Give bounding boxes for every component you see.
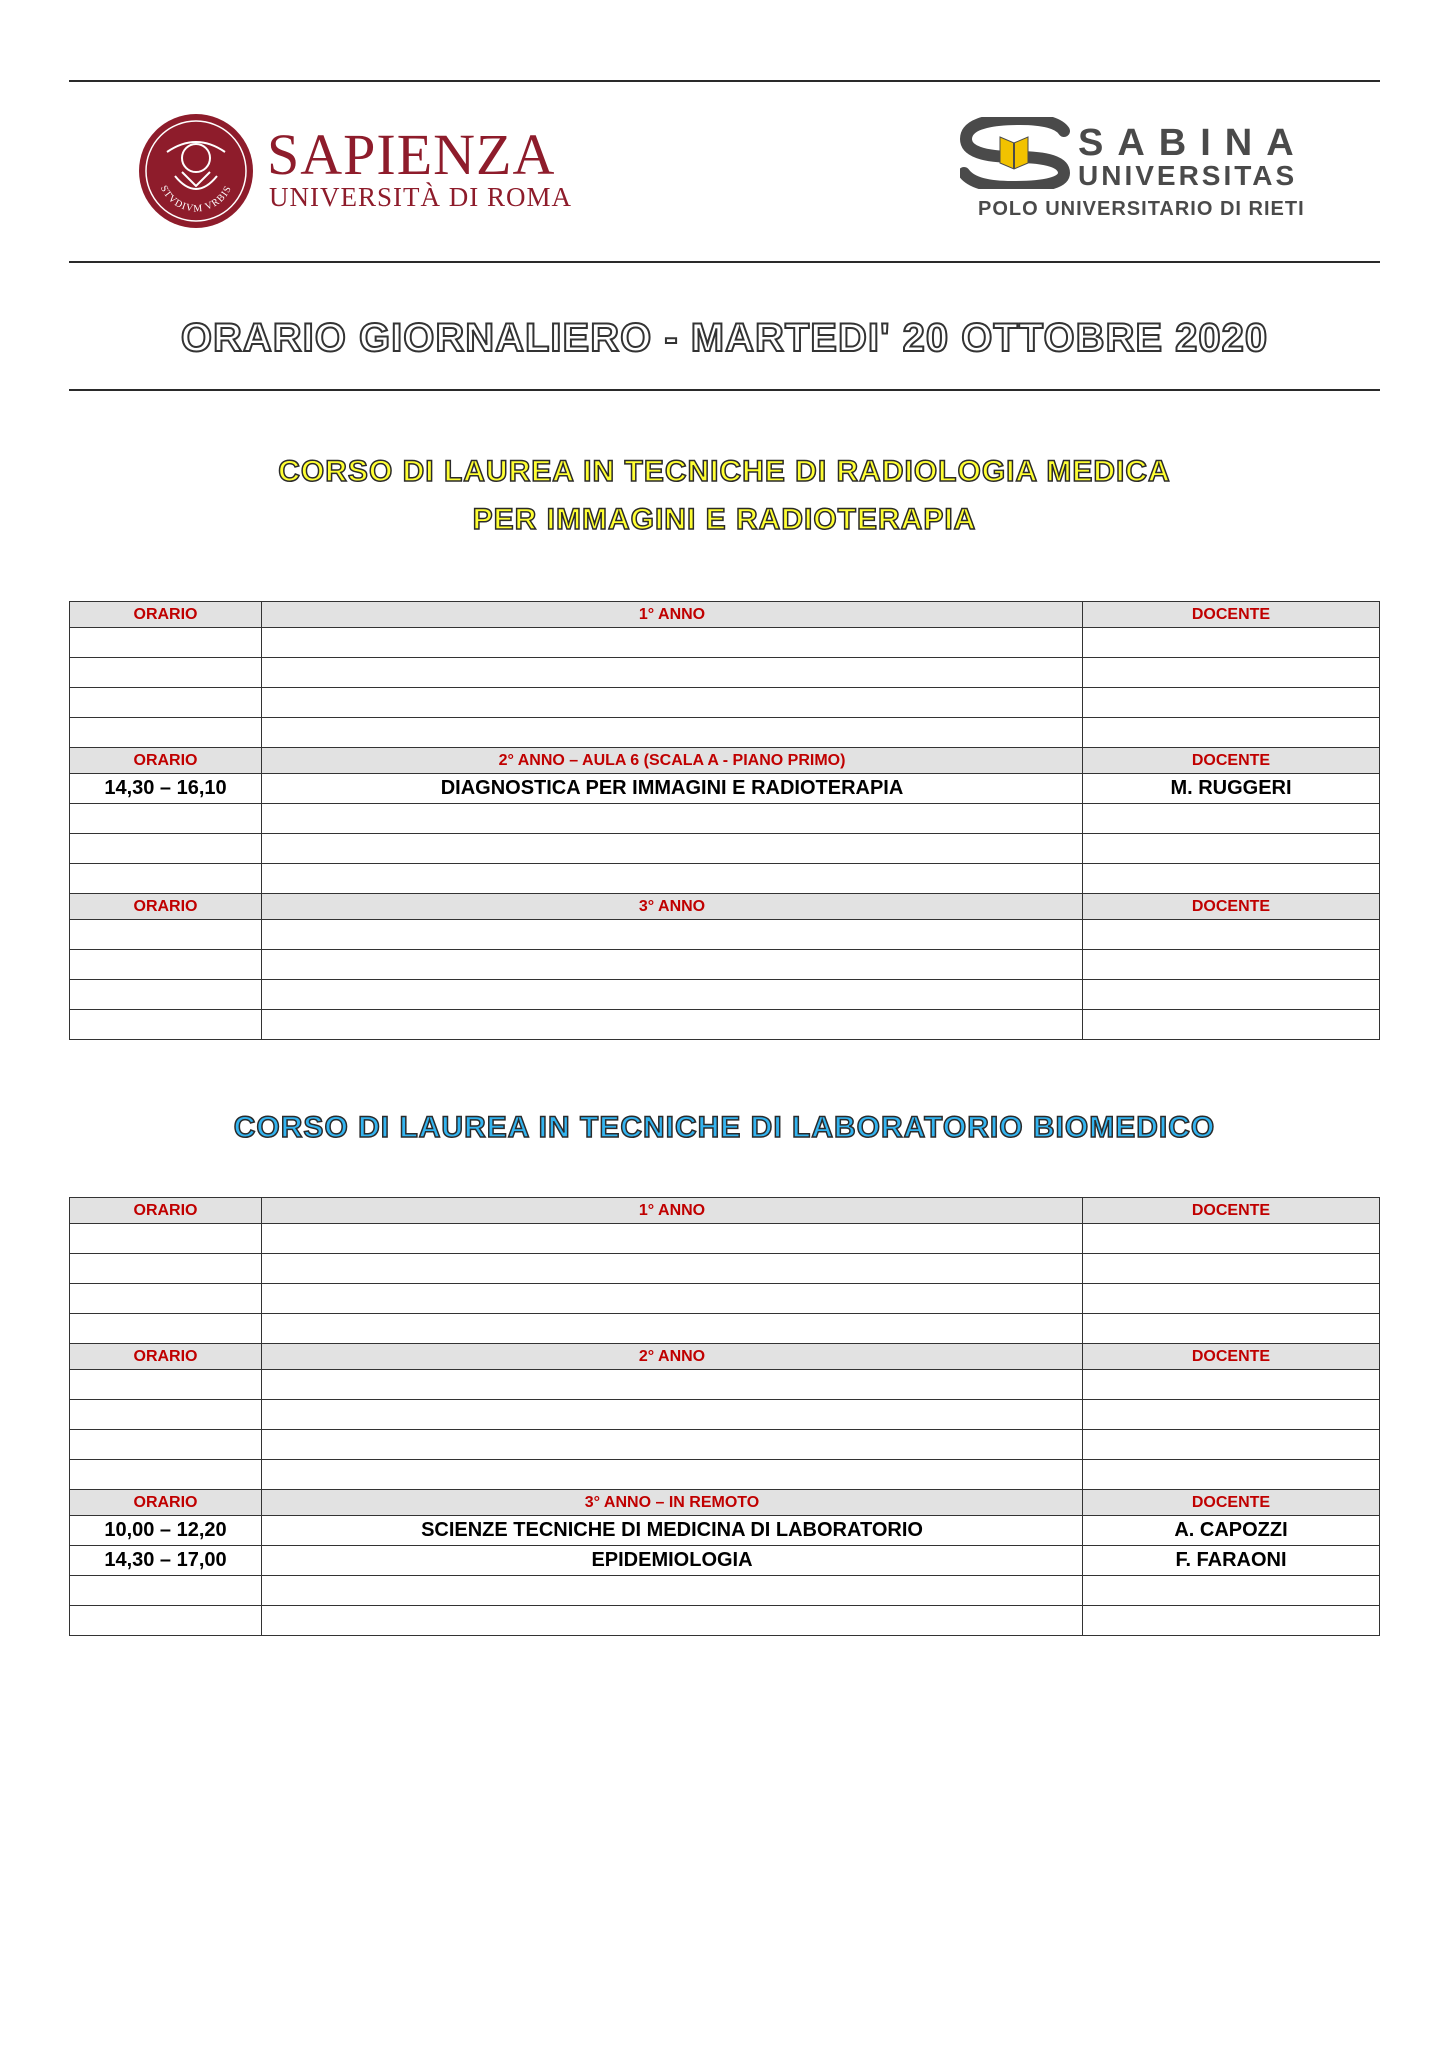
course-title-line: CORSO DI LAUREA IN TECNICHE DI LABORATORIO BIOMEDICO <box>233 1111 1216 1144</box>
title-rule <box>69 389 1380 391</box>
cell-docente <box>1083 1254 1380 1284</box>
table-row <box>70 1010 1380 1040</box>
cell-docente: M. RUGGERI <box>1083 774 1380 804</box>
table-header-row <box>70 602 1380 628</box>
cell-orario <box>70 1576 262 1606</box>
cell-docente <box>1083 864 1380 894</box>
cell-docente <box>1083 920 1380 950</box>
cell-orario <box>70 1010 262 1040</box>
cell-materia <box>262 1224 1083 1254</box>
column-header-anno: 3° ANNO <box>262 894 1083 920</box>
cell-materia <box>262 1576 1083 1606</box>
cell-orario <box>70 950 262 980</box>
cell-orario: 10,00 – 12,20 <box>70 1516 262 1546</box>
table-header-row <box>70 1490 1380 1516</box>
cell-docente <box>1083 1430 1380 1460</box>
cell-docente <box>1083 834 1380 864</box>
course-title-line: CORSO DI LAUREA IN TECNICHE DI RADIOLOGIA MEDICA <box>278 455 1171 488</box>
cell-materia: DIAGNOSTICA PER IMMAGINI E RADIOTERAPIA <box>262 774 1083 804</box>
table-row <box>70 1460 1380 1490</box>
cell-docente <box>1083 1224 1380 1254</box>
course-title-line: PER IMMAGINI E RADIOTERAPIA <box>472 503 977 536</box>
schedule-table-radiologia <box>69 601 1380 1040</box>
column-header-docente: DOCENTE <box>1083 1198 1380 1224</box>
column-header-docente: DOCENTE <box>1083 1344 1380 1370</box>
cell-docente <box>1083 658 1380 688</box>
sapienza-seal-icon <box>137 112 255 230</box>
cell-orario <box>70 1314 262 1344</box>
schedule-table-laboratorio <box>69 1197 1380 1636</box>
table-row <box>70 1254 1380 1284</box>
cell-materia <box>262 1010 1083 1040</box>
cell-docente <box>1083 1460 1380 1490</box>
cell-docente <box>1083 1400 1380 1430</box>
cell-docente <box>1083 1576 1380 1606</box>
sabina-universitas: UNIVERSITAS <box>1078 160 1298 191</box>
cell-docente <box>1083 718 1380 748</box>
cell-orario <box>70 1224 262 1254</box>
cell-orario <box>70 1284 262 1314</box>
cell-orario <box>70 658 262 688</box>
cell-orario <box>70 1370 262 1400</box>
sabina-polo: POLO UNIVERSITARIO DI RIETI <box>978 198 1305 220</box>
cell-orario <box>70 1400 262 1430</box>
column-header-anno: 1° ANNO <box>262 1198 1083 1224</box>
cell-materia: SCIENZE TECNICHE DI MEDICINA DI LABORATORIO <box>262 1516 1083 1546</box>
sapienza-name: SAPIENZA <box>267 122 556 187</box>
cell-orario <box>70 1430 262 1460</box>
cell-docente <box>1083 1606 1380 1636</box>
cell-docente <box>1083 950 1380 980</box>
cell-materia <box>262 1430 1083 1460</box>
cell-materia <box>262 1400 1083 1430</box>
column-header-docente: DOCENTE <box>1083 602 1380 628</box>
sapienza-seal-text: STVDIVM VRBIS <box>157 183 235 215</box>
cell-orario <box>70 920 262 950</box>
column-header-anno: 2° ANNO <box>262 1344 1083 1370</box>
cell-materia <box>262 1284 1083 1314</box>
cell-docente <box>1083 804 1380 834</box>
cell-orario <box>70 804 262 834</box>
column-header-anno: 1° ANNO <box>262 602 1083 628</box>
course-title-radiologia <box>69 448 1380 544</box>
cell-materia <box>262 804 1083 834</box>
column-header-orario: ORARIO <box>70 1198 262 1224</box>
cell-materia <box>262 658 1083 688</box>
cell-materia <box>262 688 1083 718</box>
column-header-docente: DOCENTE <box>1083 894 1380 920</box>
table-row <box>70 1606 1380 1636</box>
sapienza-subtitle: UNIVERSITÀ DI ROMA <box>269 182 572 212</box>
cell-docente <box>1083 1370 1380 1400</box>
table-row <box>70 834 1380 864</box>
column-header-orario: ORARIO <box>70 602 262 628</box>
table-row <box>70 1314 1380 1344</box>
table-header-row <box>70 894 1380 920</box>
header-bottom-rule <box>69 261 1380 263</box>
cell-docente <box>1083 628 1380 658</box>
cell-materia <box>262 1370 1083 1400</box>
column-header-orario: ORARIO <box>70 748 262 774</box>
cell-orario <box>70 1460 262 1490</box>
table-row <box>70 628 1380 658</box>
column-header-docente: DOCENTE <box>1083 1490 1380 1516</box>
cell-materia <box>262 980 1083 1010</box>
column-header-docente: DOCENTE <box>1083 748 1380 774</box>
top-rule <box>69 80 1380 82</box>
table-row <box>70 1576 1380 1606</box>
table-row <box>70 1430 1380 1460</box>
cell-orario <box>70 1606 262 1636</box>
sabina-book-icon <box>960 117 1072 189</box>
cell-orario <box>70 688 262 718</box>
table-header-row <box>70 1198 1380 1224</box>
table-row <box>70 718 1380 748</box>
cell-orario <box>70 864 262 894</box>
cell-materia: EPIDEMIOLOGIA <box>262 1546 1083 1576</box>
cell-docente: F. FARAONI <box>1083 1546 1380 1576</box>
table-row <box>70 658 1380 688</box>
table-row <box>70 804 1380 834</box>
cell-orario <box>70 1254 262 1284</box>
cell-materia <box>262 628 1083 658</box>
column-header-anno: 3° ANNO – IN REMOTO <box>262 1490 1083 1516</box>
sabina-name: SABINA <box>1078 122 1308 164</box>
sabina-universitas-logo <box>960 112 1320 222</box>
cell-materia <box>262 834 1083 864</box>
cell-materia <box>262 718 1083 748</box>
column-header-anno: 2° ANNO – AULA 6 (SCALA A - PIANO PRIMO) <box>262 748 1083 774</box>
cell-materia <box>262 1460 1083 1490</box>
column-header-orario: ORARIO <box>70 1344 262 1370</box>
table-row <box>70 1370 1380 1400</box>
table-row <box>70 774 1380 804</box>
cell-docente <box>1083 1284 1380 1314</box>
table-row <box>70 688 1380 718</box>
cell-materia <box>262 920 1083 950</box>
table-header-row <box>70 1344 1380 1370</box>
cell-docente: A. CAPOZZI <box>1083 1516 1380 1546</box>
cell-materia <box>262 1606 1083 1636</box>
sapienza-logo <box>137 112 572 230</box>
column-header-orario: ORARIO <box>70 894 262 920</box>
page-title: ORARIO GIORNALIERO - MARTEDI' 20 OTTOBRE 2020 <box>180 316 1269 360</box>
cell-orario <box>70 718 262 748</box>
table-row <box>70 920 1380 950</box>
table-row <box>70 1224 1380 1254</box>
table-row <box>70 980 1380 1010</box>
cell-materia <box>262 864 1083 894</box>
table-header-row <box>70 748 1380 774</box>
cell-docente <box>1083 688 1380 718</box>
cell-docente <box>1083 1010 1380 1040</box>
cell-orario <box>70 980 262 1010</box>
cell-orario <box>70 834 262 864</box>
cell-orario <box>70 628 262 658</box>
table-row <box>70 864 1380 894</box>
table-row <box>70 1400 1380 1430</box>
cell-docente <box>1083 980 1380 1010</box>
table-row <box>70 950 1380 980</box>
course-title-laboratorio <box>69 1104 1380 1152</box>
cell-materia <box>262 950 1083 980</box>
table-row <box>70 1516 1380 1546</box>
table-row <box>70 1284 1380 1314</box>
column-header-orario: ORARIO <box>70 1490 262 1516</box>
table-row <box>70 1546 1380 1576</box>
cell-orario: 14,30 – 16,10 <box>70 774 262 804</box>
cell-materia <box>262 1254 1083 1284</box>
cell-docente <box>1083 1314 1380 1344</box>
cell-orario: 14,30 – 17,00 <box>70 1546 262 1576</box>
cell-materia <box>262 1314 1083 1344</box>
